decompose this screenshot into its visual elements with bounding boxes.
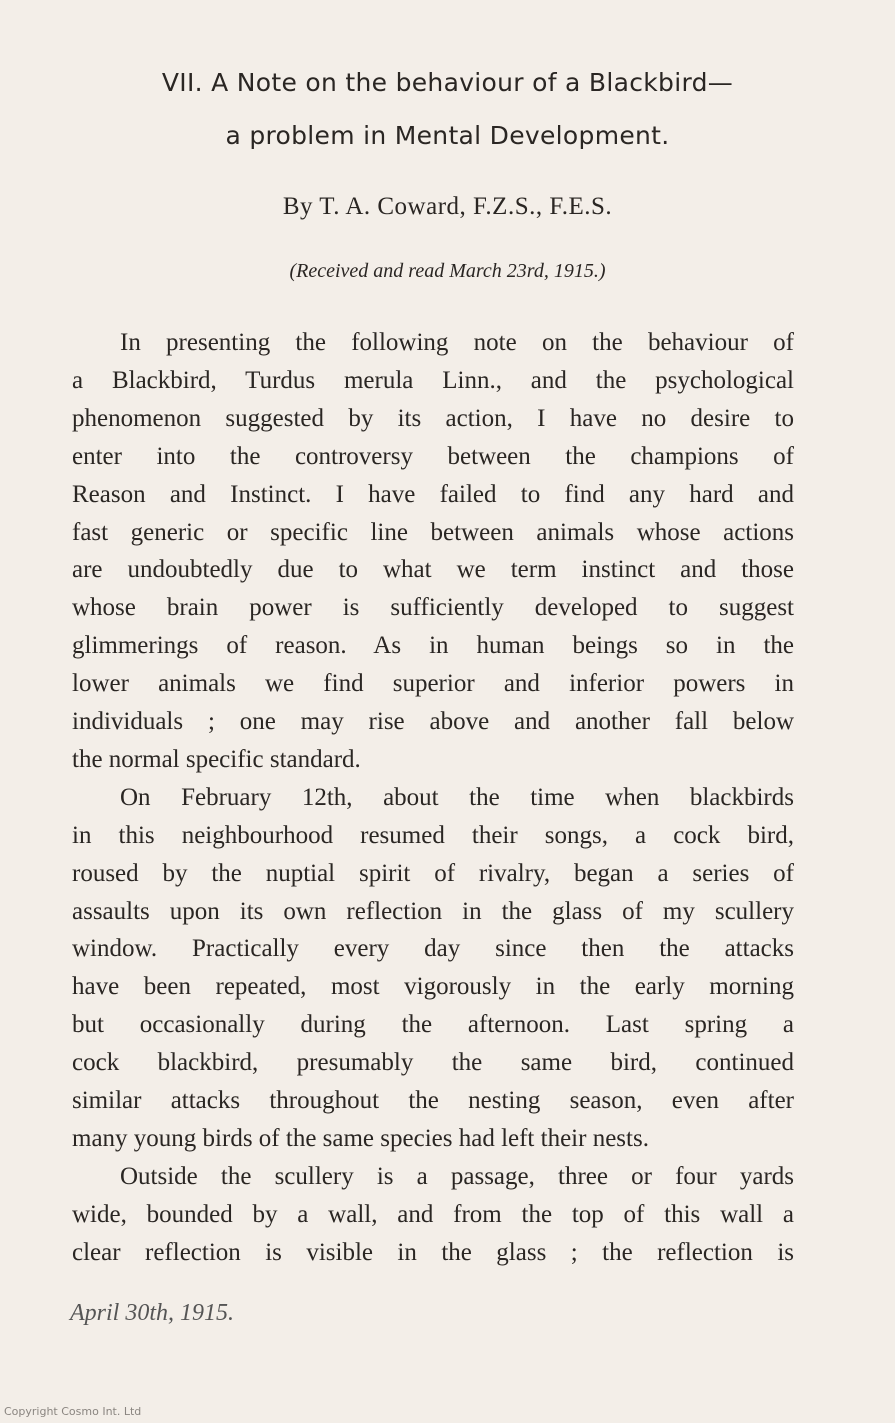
text-line: Outside the scullery is a passage, three or four yards <box>120 1162 794 1190</box>
text-line: but occasionally during the afternoon. Last spring a <box>72 1011 794 1039</box>
text-line: individuals ; one may rise above and another fall below <box>72 708 794 735</box>
copyright-watermark: Copyright Cosmo Int. Ltd <box>4 1405 142 1418</box>
footer-date: April 30th, 1915. <box>70 1300 235 1326</box>
article-title-line-2: a problem in Mental Development. <box>225 121 670 150</box>
text-line: in this neighbourhood resumed their songs, a cock bird, <box>72 821 794 849</box>
text-line: have been repeated, most vigorously in the early morning <box>72 973 794 1001</box>
text-line: On February 12th, about the time when blackbirds <box>120 783 794 811</box>
text-line: cock blackbird, presumably the same bird, continued <box>72 1049 794 1077</box>
author-byline: By T. A. Coward, F.Z.S., F.E.S. <box>282 193 613 220</box>
text-line: a Blackbird, Turdus merula Linn., and the psychological <box>72 366 794 394</box>
text-line: the normal specific standard. <box>72 745 361 773</box>
article-title-line-1: VII. A Note on the behaviour of a Blackbird— <box>161 68 734 97</box>
text-line: similar attacks throughout the nesting season, even after <box>72 1087 794 1114</box>
text-line: wide, bounded by a wall, and from the top of this wall a <box>72 1200 794 1228</box>
text-line: are undoubtedly due to what we term instinct and those <box>72 556 794 584</box>
text-line: lower animals we find superior and inferior powers in <box>72 670 794 698</box>
text-line: assaults upon its own reflection in the glass of my scullery <box>72 897 794 925</box>
received-date: (Received and read March 23rd, 1915.) <box>289 260 606 282</box>
text-line: fast generic or specific line between animals whose actions <box>72 518 794 546</box>
text-line: phenomenon suggested by its action, I have no desire to <box>72 404 794 432</box>
text-line: clear reflection is visible in the glass ; the reflection is <box>72 1238 794 1266</box>
text-line: many young birds of the same species had left their nests. <box>72 1124 649 1152</box>
text-line: In presenting the following note on the behaviour of <box>120 329 794 356</box>
text-line: whose brain power is sufficiently developed to suggest <box>72 594 794 622</box>
text-line: roused by the nuptial spirit of rivalry, began a series of <box>72 859 794 887</box>
text-line: window. Practically every day since then the attacks <box>72 935 794 963</box>
text-line: enter into the controversy between the champions of <box>72 442 794 470</box>
text-line: Reason and Instinct. I have failed to find any hard and <box>72 480 794 508</box>
text-line: glimmerings of reason. As in human beings so in the <box>72 632 794 660</box>
